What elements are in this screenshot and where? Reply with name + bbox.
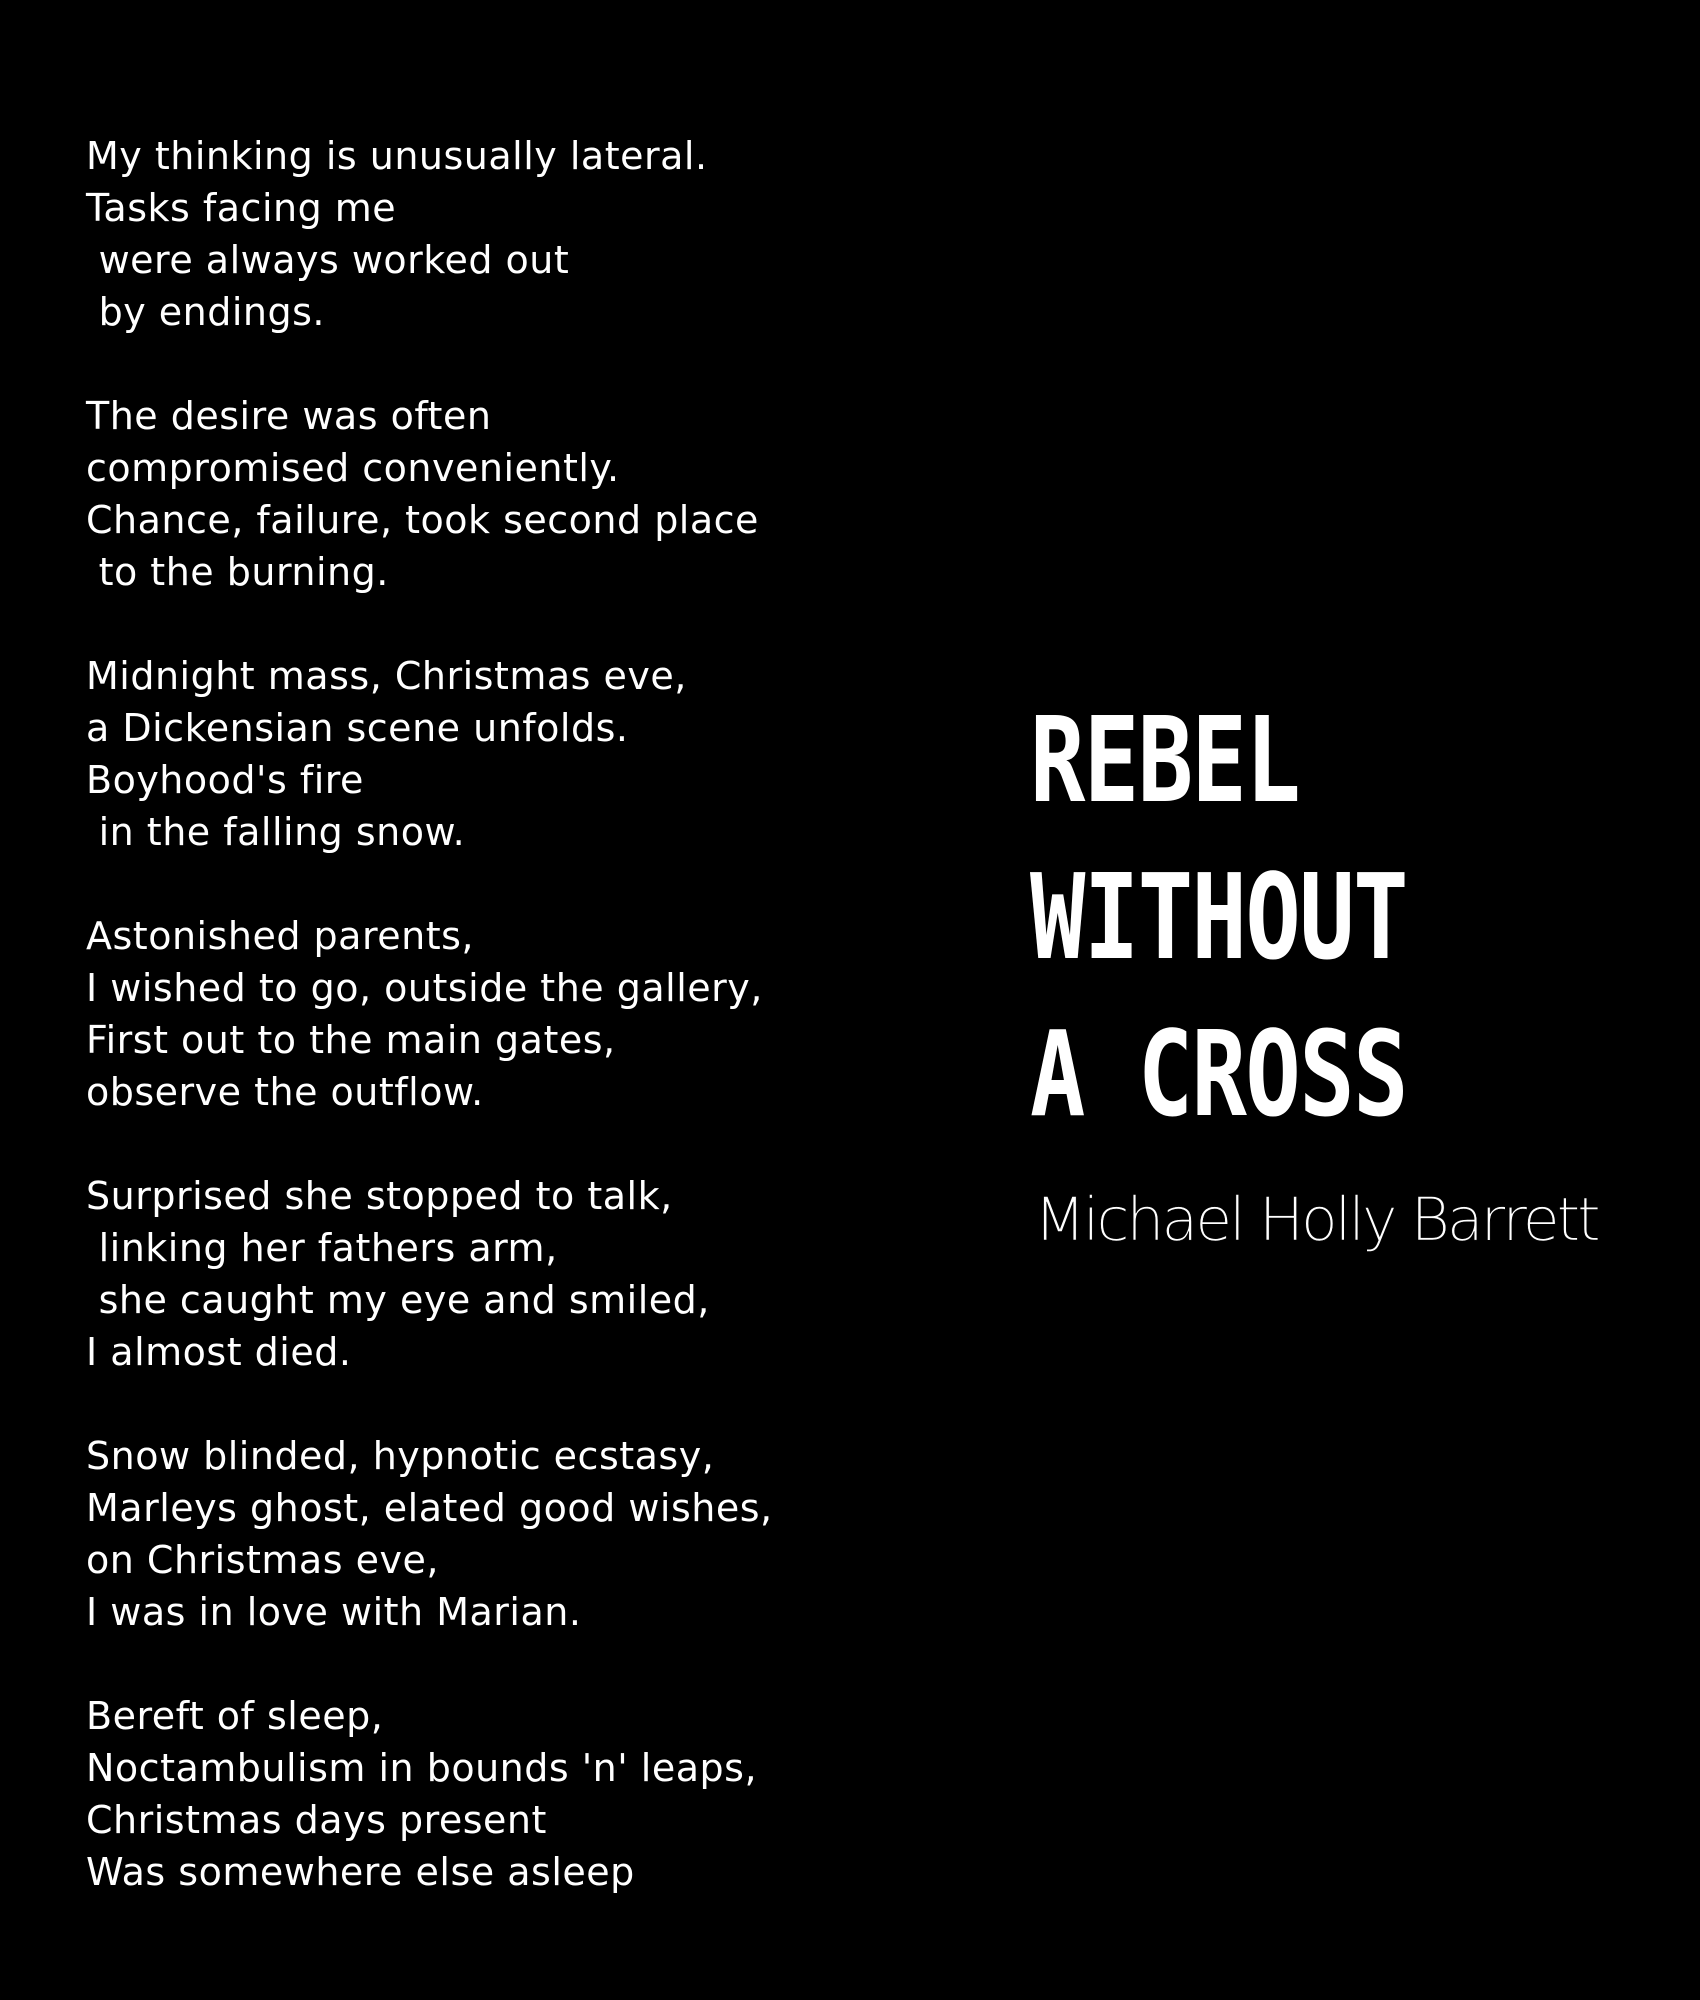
poem-line: Snow blinded, hypnotic ecstasy, [86, 1434, 715, 1478]
title-line-2: WITHOUT [1030, 848, 1407, 986]
poem-line: Astonished parents, [86, 914, 474, 958]
poem-line: Chance, failure, took second place [86, 498, 759, 542]
author-name: Michael Holly Barrett [1034, 1185, 1598, 1255]
poem-line: in the falling snow. [86, 810, 466, 854]
poem-line: compromised conveniently. [86, 446, 620, 490]
poem-line: Noctambulism in bounds 'n' leaps, [86, 1746, 758, 1790]
poem-line: Was somewhere else asleep [86, 1850, 635, 1894]
poem-line: by endings. [86, 290, 325, 334]
poem-line: on Christmas eve, [86, 1538, 439, 1582]
poem-line: Boyhood's fire [86, 758, 364, 802]
poem-line: The desire was often [86, 394, 492, 438]
book-title [1030, 682, 1670, 1153]
poem-line: observe the outflow. [86, 1070, 484, 1114]
poem-line: Tasks facing me [86, 186, 397, 230]
poem-line: My thinking is unusually lateral. [86, 134, 708, 178]
poem-line: a Dickensian scene unfolds. [86, 706, 629, 750]
poem-line: linking her fathers arm, [86, 1226, 558, 1270]
title-line-3: A CROSS [1030, 1005, 1407, 1143]
poem-line: Midnight mass, Christmas eve, [86, 654, 687, 698]
title-line-1: REBEL [1030, 691, 1300, 829]
stanza-6 [86, 1430, 886, 1638]
poem-line: Bereft of sleep, [86, 1694, 384, 1738]
poem-line: Christmas days present [86, 1798, 547, 1842]
stanza-3 [86, 650, 886, 858]
stanza-7 [86, 1690, 886, 1898]
poem-line: I was in love with Marian. [86, 1590, 582, 1634]
stanza-5 [86, 1170, 886, 1378]
poem-line: Surprised she stopped to talk, [86, 1174, 673, 1218]
stanza-2 [86, 390, 886, 598]
poem-line: I almost died. [86, 1330, 352, 1374]
poem-line: I wished to go, outside the gallery, [86, 966, 763, 1010]
poem-line: First out to the main gates, [86, 1018, 616, 1062]
poem-line: were always worked out [86, 238, 570, 282]
stanza-1 [86, 130, 886, 338]
poem-line: she caught my eye and smiled, [86, 1278, 710, 1322]
poem-body [86, 130, 886, 1950]
poem-line: Marleys ghost, elated good wishes, [86, 1486, 773, 1530]
stanza-4 [86, 910, 886, 1118]
poem-line: to the burning. [86, 550, 389, 594]
